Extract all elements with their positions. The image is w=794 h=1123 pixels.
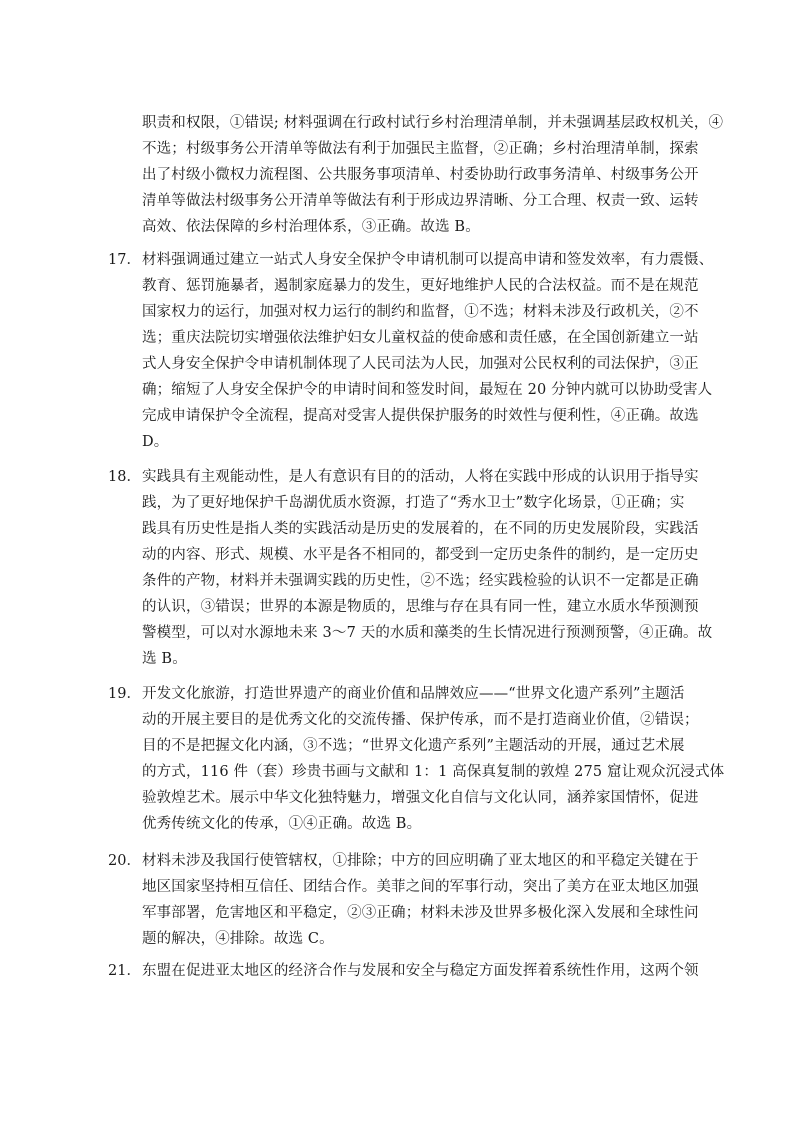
answer-line: 动的开展主要目的是优秀文化的交流传播、保护传承，而不是打造商业价值，②错误； bbox=[142, 712, 699, 728]
answer-line: 完成申请保护令全流程，提高对受害人提供保护服务的时效性与便利性，④正确。故选 bbox=[142, 408, 699, 424]
answer-line: 军事部署，危害地区和平稳定，②③正确；材料未涉及世界多极化深入发展和全球性问 bbox=[142, 905, 699, 921]
item-number: 18． bbox=[108, 469, 141, 485]
answer-item-21 bbox=[108, 958, 699, 984]
answer-line: 验敦煌艺术。展示中华文化独特魅力，增强文化自信与文化认同，涵养家国情怀，促进 bbox=[142, 790, 699, 806]
answer-line: 实践具有主观能动性，是人有意识有目的的活动，人将在实践中形成的认识用于指导实 bbox=[142, 469, 699, 485]
answer-line: 高效、依法保障的乡村治理体系，③正确。故选 B。 bbox=[142, 219, 480, 235]
answer-line: 开发文化旅游，打造世界遗产的商业价值和品牌效应——“世界文化遗产系列”主题活 bbox=[142, 686, 685, 702]
answer-line: 警模型，可以对水源地未来 3～7 天的水质和藻类的生长情况进行预测预警，④正确。故 bbox=[142, 625, 713, 641]
answer-item-20 bbox=[108, 848, 699, 952]
answer-line: 地区国家坚持相互信任、团结合作。美菲之间的军事行动，突出了美方在亚太地区加强 bbox=[142, 879, 699, 895]
answer-line: 东盟在促进亚太地区的经济合作与发展和安全与稳定方面发挥着系统性作用，这两个领 bbox=[142, 963, 699, 979]
answer-line: 不选；村级事务公开清单等做法有利于加强民主监督，②正确；乡村治理清单制，探索 bbox=[142, 141, 699, 157]
answer-line: 职责和权限，①错误; 材料强调在行政村试行乡村治理清单制，并未强调基层政权机关，④ bbox=[142, 115, 724, 131]
answer-line: 的方式，116 件（套）珍贵书画与文献和 1：1 高保真复制的敦煌 275 窟让观众沉浸式体 bbox=[142, 764, 725, 780]
item-number: 17． bbox=[108, 252, 141, 268]
answer-line: 践，为了更好地保护千岛湖优质水资源，打造了“秀水卫士”数字化场景，①正确；实 bbox=[142, 495, 685, 511]
answer-line: 条件的产物，材料并未强调实践的历史性，②不选；经实践检验的认识不一定都是正确 bbox=[142, 573, 699, 589]
answer-line: D。 bbox=[142, 434, 169, 450]
answer-line: 材料未涉及我国行使管辖权，①排除；中方的回应明确了亚太地区的和平稳定关键在于 bbox=[142, 853, 699, 869]
answer-continuation bbox=[108, 110, 724, 240]
answer-line: 动的内容、形式、规模、水平是各不相同的，都受到一定历史条件的制约，是一定历史 bbox=[142, 547, 699, 563]
answer-line: 式人身安全保护令申请机制体现了人民司法为人民，加强对公民权利的司法保护，③正 bbox=[142, 356, 699, 372]
answer-line: 践具有历史性是指人类的实践活动是历史的发展着的，在不同的历史发展阶段，实践活 bbox=[142, 521, 699, 537]
answer-line: 选；重庆法院切实增强依法维护妇女儿童权益的使命感和责任感，在全国创新建立一站 bbox=[142, 330, 699, 346]
answer-line: 确；缩短了人身安全保护令的申请时间和签发时间，最短在 20 分钟内就可以协助受害人 bbox=[142, 382, 713, 398]
answer-line: 教育、惩罚施暴者，遏制家庭暴力的发生，更好地维护人民的合法权益。而不是在规范 bbox=[142, 278, 699, 294]
item-number: 19． bbox=[108, 686, 141, 702]
answer-line: 的认识，③错误；世界的本源是物质的，思维与存在具有同一性，建立水质水华预测预 bbox=[142, 599, 699, 615]
answer-line: 目的不是把握文化内涵，③不选；“世界文化遗产系列”主题活动的开展，通过艺术展 bbox=[142, 738, 685, 754]
answer-line: 材料强调通过建立一站式人身安全保护令申请机制可以提高申请和签发效率，有力震慑、 bbox=[142, 252, 714, 268]
answer-item-17 bbox=[108, 247, 714, 455]
answer-line: 题的解决，④排除。故选 C。 bbox=[142, 931, 334, 947]
answer-item-18 bbox=[108, 464, 713, 672]
answer-line: 国家权力的运行，加强对权力运行的制约和监督，①不选；材料未涉及行政机关，②不 bbox=[142, 304, 699, 320]
answer-item-19 bbox=[108, 681, 725, 837]
item-number: 20． bbox=[108, 853, 141, 869]
answer-line: 清单等做法村级事务公开清单等做法有利于形成边界清晰、分工合理、权责一致、运转 bbox=[142, 193, 699, 209]
answer-line: 选 B。 bbox=[142, 651, 187, 667]
answer-line: 出了村级小微权力流程图、公共服务事项清单、村委协助行政事务清单、村级事务公开 bbox=[142, 167, 699, 183]
answer-line: 优秀传统文化的传承，①④正确。故选 B。 bbox=[142, 816, 422, 832]
item-number: 21． bbox=[108, 963, 141, 979]
